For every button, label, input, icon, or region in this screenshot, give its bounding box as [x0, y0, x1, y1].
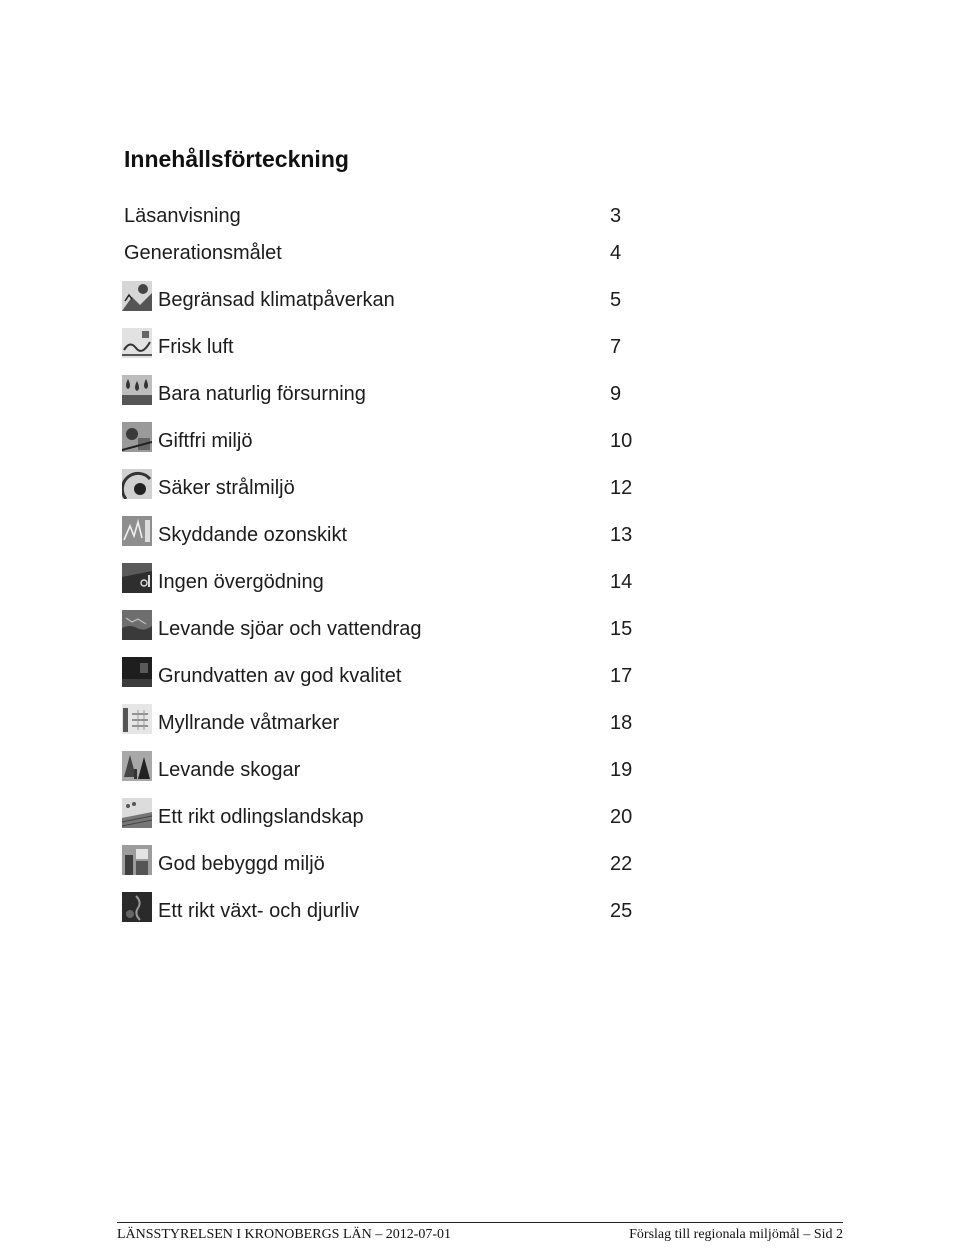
toc-entry-page: 25 — [610, 900, 633, 922]
wetlands-icon — [122, 704, 152, 734]
toc-entry[interactable] — [124, 567, 644, 597]
toc-entry-label: Bara naturlig försurning — [158, 383, 366, 405]
fresh-air-icon — [122, 328, 152, 358]
toc-entry[interactable] — [124, 238, 644, 268]
toc-entry-page: 19 — [610, 759, 633, 781]
toc-entry[interactable] — [124, 201, 644, 231]
toc-entry-label: Läsanvisning — [124, 205, 241, 227]
toc-entry-label: Skyddande ozonskikt — [158, 524, 348, 546]
forest-icon — [122, 751, 152, 781]
biodiversity-icon — [122, 892, 152, 922]
toc-entry-page: 17 — [610, 665, 633, 687]
toc-entry[interactable] — [124, 755, 644, 785]
toc-entry-label: Ett rikt växt- och djurliv — [158, 900, 360, 922]
page-footer — [117, 1222, 843, 1242]
toc-entry-page: 20 — [610, 806, 633, 828]
toc-entry[interactable] — [124, 426, 644, 456]
eutrophication-icon — [122, 563, 152, 593]
radiation-icon — [122, 469, 152, 499]
built-environment-icon — [122, 845, 152, 875]
toc-entry-page: 15 — [610, 618, 633, 640]
toc-entry-label: Säker strålmiljö — [158, 477, 295, 499]
page-title: Innehållsförteckning — [124, 146, 349, 172]
toc-entry-label: Ett rikt odlingslandskap — [158, 806, 364, 828]
toxic-free-icon — [122, 422, 152, 452]
toc-entry-page: 18 — [610, 712, 633, 734]
footer-left: LÄNSSTYRELSEN I KRONOBERGS LÄN – 2012-07-01 — [117, 1227, 452, 1242]
toc-entry-label: Giftfri miljö — [158, 430, 253, 452]
toc-entry[interactable] — [124, 332, 644, 362]
toc-entry-page: 10 — [610, 430, 633, 452]
toc-entry[interactable] — [124, 473, 644, 503]
footer-right: Förslag till regionala miljömål – Sid 2 — [629, 1227, 843, 1242]
toc-entry-page: 4 — [610, 242, 622, 264]
toc-entry-page: 7 — [610, 336, 622, 358]
toc-entry-label: Grundvatten av god kvalitet — [158, 665, 402, 687]
farmland-icon — [122, 798, 152, 828]
acidification-icon — [122, 375, 152, 405]
toc-entry-label: Levande skogar — [158, 759, 301, 781]
toc-entry-page: 3 — [610, 205, 622, 227]
toc-entry-page: 22 — [610, 853, 633, 875]
climate-icon — [122, 281, 152, 311]
toc-entry-label: Begränsad klimatpåverkan — [158, 289, 395, 311]
toc-entry[interactable] — [124, 849, 644, 879]
toc-entry-label: God bebyggd miljö — [158, 853, 325, 875]
toc-entry-page: 13 — [610, 524, 633, 546]
toc-entry-page: 12 — [610, 477, 633, 499]
toc-entry[interactable] — [124, 708, 644, 738]
toc-entry-label: Myllrande våtmarker — [158, 712, 340, 734]
toc-entry-label: Generationsmålet — [124, 242, 282, 264]
toc-entry-page: 5 — [610, 289, 622, 311]
toc-entry-label: Ingen övergödning — [158, 571, 324, 593]
lakes-icon — [122, 610, 152, 640]
toc-entry[interactable] — [124, 520, 644, 550]
toc-entry-label: Levande sjöar och vattendrag — [158, 618, 422, 640]
groundwater-icon — [122, 657, 152, 687]
toc-entry[interactable] — [124, 285, 644, 315]
toc-entry[interactable] — [124, 896, 644, 926]
toc-entry[interactable] — [124, 661, 644, 691]
toc-entry[interactable] — [124, 379, 644, 409]
toc-entry-label: Frisk luft — [158, 336, 234, 358]
toc-entry[interactable] — [124, 614, 644, 644]
toc-entry[interactable] — [124, 802, 644, 832]
ozone-icon — [122, 516, 152, 546]
toc-entry-page: 14 — [610, 571, 633, 593]
toc-entry-page: 9 — [610, 383, 622, 405]
